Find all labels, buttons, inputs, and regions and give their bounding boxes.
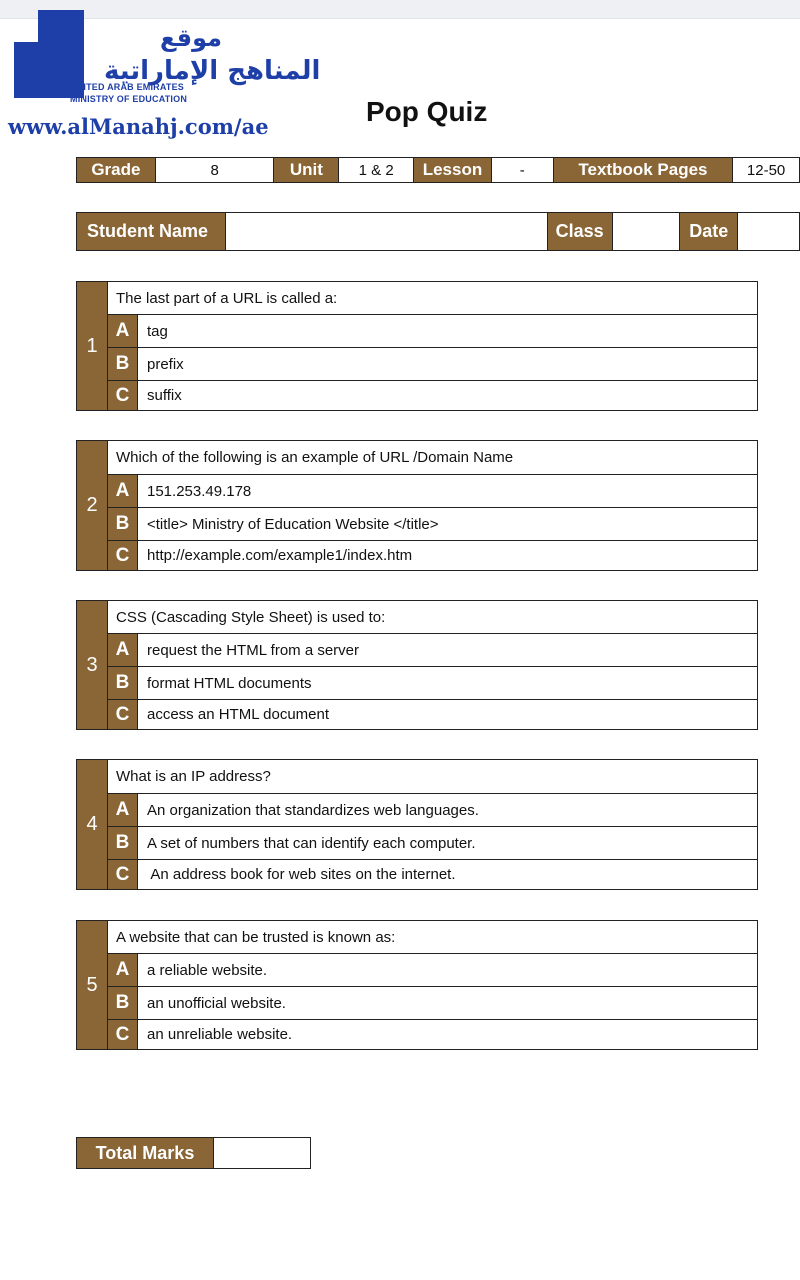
option-text: A set of numbers that can identify each computer. xyxy=(147,834,476,852)
total-marks-field[interactable] xyxy=(214,1138,310,1168)
answer-option[interactable] xyxy=(108,381,757,410)
student-table xyxy=(76,212,800,251)
question-number: 5 xyxy=(77,921,108,1049)
question-block xyxy=(76,600,758,730)
option-letter: C xyxy=(108,860,138,889)
answer-option[interactable] xyxy=(108,860,757,889)
option-text: suffix xyxy=(147,387,182,404)
answer-option[interactable] xyxy=(108,954,757,987)
option-letter: B xyxy=(108,348,138,380)
answer-option[interactable] xyxy=(108,475,757,508)
answer-option[interactable] xyxy=(108,1020,757,1049)
answer-option[interactable] xyxy=(108,700,757,729)
option-text: access an HTML document xyxy=(147,706,330,723)
answer-option[interactable] xyxy=(108,508,757,541)
info-table xyxy=(76,157,800,183)
option-text: a reliable website. xyxy=(147,961,268,979)
question-text: CSS (Cascading Style Sheet) is used to: xyxy=(108,601,757,634)
total-marks-label: Total Marks xyxy=(77,1138,214,1168)
answer-option[interactable] xyxy=(108,794,757,827)
question-text: A website that can be trusted is known as: xyxy=(108,921,757,954)
option-letter: A xyxy=(108,634,138,666)
answer-option[interactable] xyxy=(108,541,757,570)
logo-arabic-line2: المناهج الإماراتية xyxy=(104,56,321,86)
date-label: Date xyxy=(680,213,738,250)
date-field[interactable] xyxy=(738,213,799,250)
option-letter: B xyxy=(108,987,138,1019)
option-text: An address book for web sites on the internet. xyxy=(147,866,456,883)
grade-label: Grade xyxy=(77,158,156,182)
textbook-pages-label: Textbook Pages xyxy=(554,158,734,182)
option-letter: C xyxy=(108,541,138,570)
option-text: format HTML documents xyxy=(147,674,312,692)
unit-label: Unit xyxy=(274,158,339,182)
option-text: 151.253.49.178 xyxy=(147,482,252,500)
option-letter: A xyxy=(108,794,138,826)
option-text: an unreliable website. xyxy=(147,1026,293,1043)
option-letter: C xyxy=(108,381,138,410)
site-logo[interactable] xyxy=(0,8,321,139)
logo-ministry-line1: UNITED ARAB EMIRATES xyxy=(70,82,184,92)
answer-option[interactable] xyxy=(108,667,757,700)
question-number: 4 xyxy=(77,760,108,889)
question-block xyxy=(76,281,758,411)
option-letter: A xyxy=(108,475,138,507)
option-letter: A xyxy=(108,315,138,347)
option-text: http://example.com/example1/index.htm xyxy=(147,547,413,564)
option-text: an unofficial website. xyxy=(147,994,286,1012)
option-letter: B xyxy=(108,827,138,859)
textbook-pages-value: 12-50 xyxy=(746,161,786,179)
option-text: request the HTML from a server xyxy=(147,641,360,659)
answer-option[interactable] xyxy=(108,634,757,667)
logo-arabic-line1: موقع xyxy=(160,24,223,52)
question-block xyxy=(76,440,758,571)
question-text: The last part of a URL is called a: xyxy=(108,282,757,315)
page-title: Pop Quiz xyxy=(366,96,488,127)
option-letter: C xyxy=(108,700,138,729)
question-text: Which of the following is an example of URL /Domain Name xyxy=(108,441,757,475)
logo-ministry-line2: MINISTRY OF EDUCATION xyxy=(70,94,188,104)
option-letter: C xyxy=(108,1020,138,1049)
option-letter: B xyxy=(108,667,138,699)
question-block xyxy=(76,920,758,1050)
option-text: prefix xyxy=(147,355,184,373)
logo-url[interactable]: www.alManahj.com/ae xyxy=(8,114,269,139)
question-text: What is an IP address? xyxy=(108,760,757,794)
lesson-value: - xyxy=(492,158,554,182)
question-number: 1 xyxy=(77,282,108,410)
class-field[interactable] xyxy=(613,213,681,250)
question-number: 3 xyxy=(77,601,108,729)
lesson-label: Lesson xyxy=(414,158,492,182)
option-letter: A xyxy=(108,954,138,986)
total-marks-table xyxy=(76,1137,311,1169)
question-block xyxy=(76,759,758,890)
class-label: Class xyxy=(548,213,613,250)
grade-value: 8 xyxy=(156,158,275,182)
logo-block-top xyxy=(38,10,84,44)
answer-option[interactable] xyxy=(108,348,757,381)
unit-value: 1 & 2 xyxy=(339,158,414,182)
student-name-label: Student Name xyxy=(77,213,226,250)
question-number: 2 xyxy=(77,441,108,570)
answer-option[interactable] xyxy=(108,987,757,1020)
student-name-field[interactable] xyxy=(226,213,548,250)
option-letter: B xyxy=(108,508,138,540)
answer-option[interactable] xyxy=(108,827,757,860)
answer-option[interactable] xyxy=(108,315,757,348)
option-text: tag xyxy=(147,322,168,340)
option-text: <title> Ministry of Education Website </title> xyxy=(147,515,439,533)
option-text: An organization that standardizes web languages. xyxy=(147,801,479,819)
